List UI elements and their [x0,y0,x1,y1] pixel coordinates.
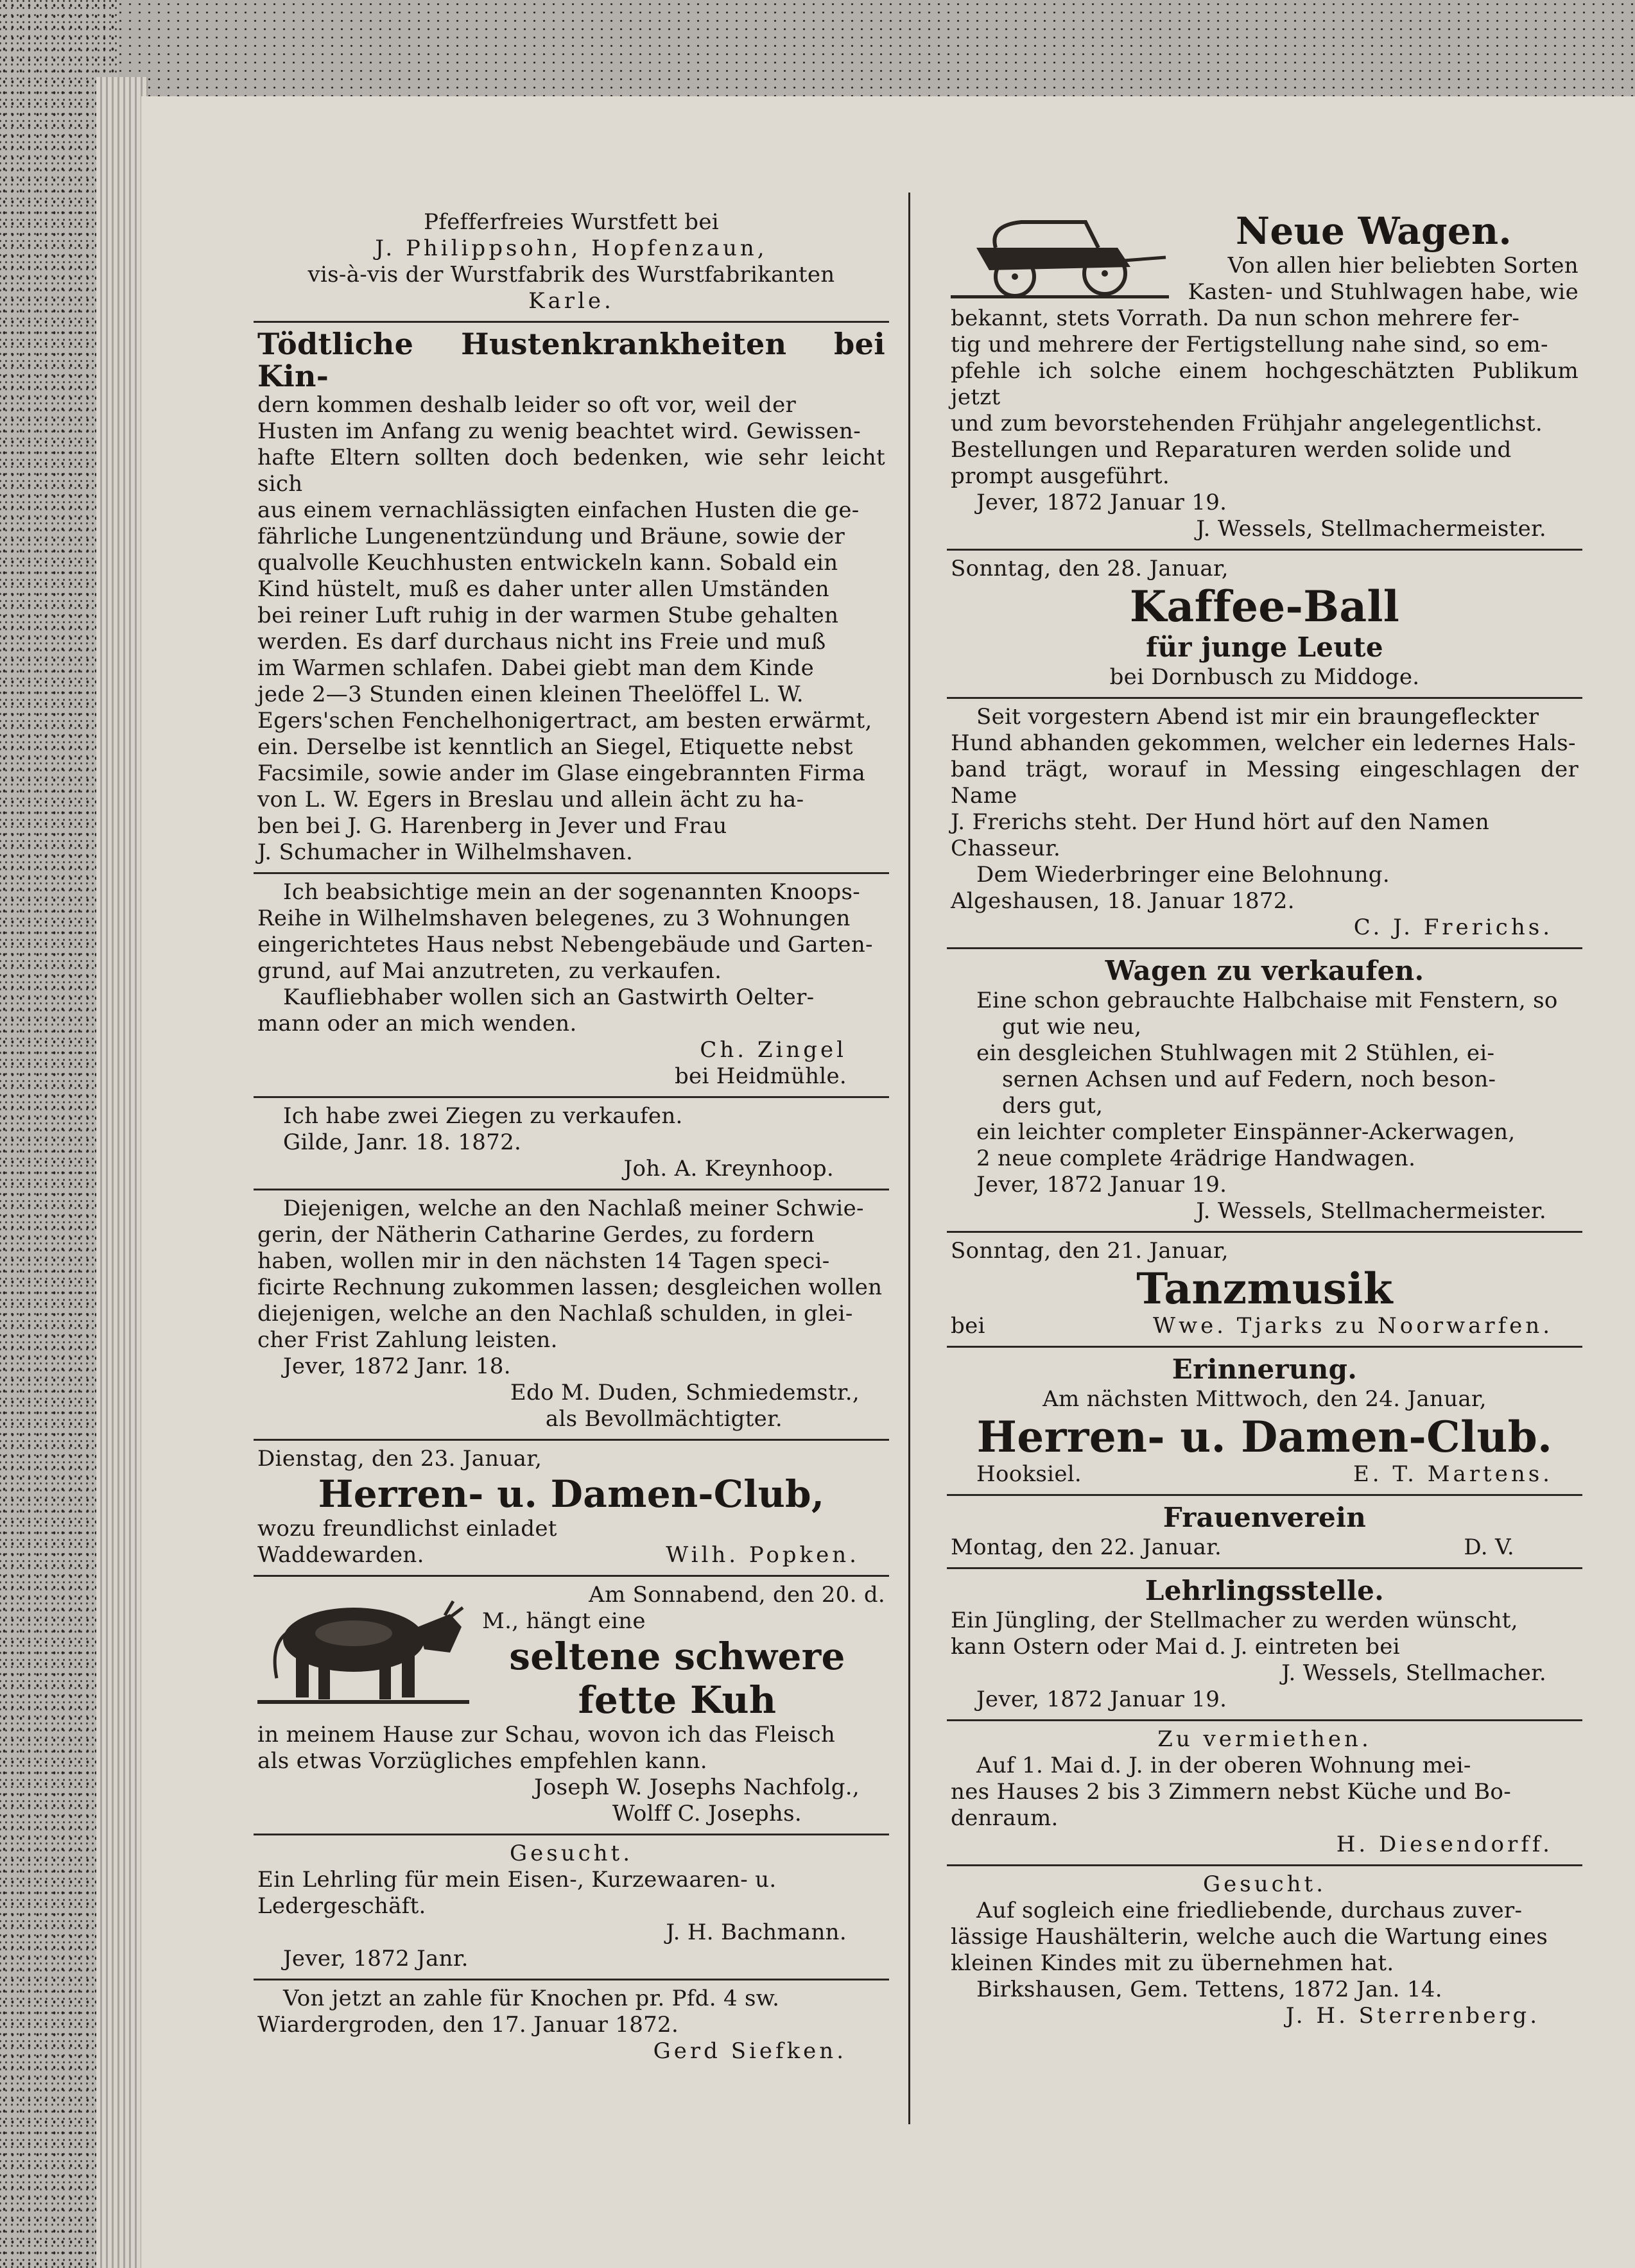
ad-tanzmusik [947,1233,1582,1348]
ad-title: Kaffee-Ball [1129,581,1400,631]
ad-line: Auf sogleich eine friedliebende, durchaus zuver- [976,1898,1523,1923]
ad-line: bei reiner Luft ruhig in der warmen Stube gehalten [257,603,839,628]
ad-signature: J. Wessels, Stellmacher. [1281,1660,1546,1686]
ad-ziegen [254,1098,889,1190]
ad-line: Auf 1. Mai d. J. in der oberen Wohnung mei- [976,1753,1471,1778]
ad-date: Jever, 1872 Januar 19. [976,1687,1227,1712]
carriage-illustration-icon [951,209,1169,299]
ad-line: ben bei J. G. Harenberg in Jever und Frau [257,813,727,839]
ad-line: im Warmen schlafen. Dabei giebt man dem Kinde [257,655,815,681]
ad-line: Hund abhanden gekommen, welcher ein ledernes Hals- [951,730,1576,756]
ad-date: Sonntag, den 28. Januar, [951,556,1229,581]
ad-line: haben, wollen mir in den nächsten 14 Tagen speci- [257,1248,830,1274]
ad-line: Diejenigen, welche an den Nachlaß meiner Schwie- [283,1196,864,1221]
ad-title: Herren- u. Damen-Club. [976,1412,1553,1462]
ad-subtitle: für junge Leute [1146,631,1383,663]
ad-footer-row [951,1461,1579,1488]
ad-title: fette Kuh [578,1678,777,1722]
ad-line: Kaufliebhaber wollen sich an Gastwirth Oelter- [283,984,815,1010]
ad-kaffee-ball [947,551,1582,699]
ad-line: Seit vorgestern Abend ist mir ein braungefleckter [976,704,1539,730]
ad-line: dern kommen deshalb leider so oft vor, weil der [257,392,797,418]
ad-signature: J. H. Sterrenberg. [1285,2003,1540,2029]
ad-signature: Gerd Siefken. [653,2038,847,2064]
ad-neue-wagen [947,204,1582,551]
cow-illustration-icon [257,1582,469,1710]
ad-line: Egers'schen Fenchelhonigertract, am besten erwärmt, [257,708,872,734]
ad-title: Erinnerung. [1172,1353,1358,1385]
ad-line: Facsimile, sowie ander im Glase eingebrannten Firma [257,760,866,786]
ad-line: Eine schon gebrauchte Halbchaise mit Fenstern, so [976,988,1558,1013]
ad-signature: E. T. Martens. [1353,1461,1553,1487]
ad-date: Am nächsten Mittwoch, den 24. Januar, [1042,1386,1487,1412]
ad-place: Hooksiel. [976,1461,1082,1487]
ad-line: 2 neue complete 4rädrige Handwagen. [976,1146,1416,1171]
ad-line: aus einem vernachlässigten einfachen Husten die ge- [257,497,860,523]
ad-line: J. Schumacher in Wilhelmshaven. [257,839,634,865]
ad-line: Husten im Anfang zu wenig beachtet wird. Gewissen- [257,418,861,444]
ad-title: Zu vermiethen. [1157,1726,1372,1752]
ad-line: prompt ausgeführt. [951,463,1170,489]
ad-haus-verkauf [254,874,889,1098]
ad-knochen [254,1980,889,2071]
wagen-header [951,209,1579,305]
ad-line: Ein Jüngling, der Stellmacher zu werden wünscht, [951,1608,1518,1633]
ad-title: Gesucht. [509,1841,634,1866]
ad-title: Lehrlingsstelle. [1145,1575,1385,1606]
ad-line: ficirte Rechnung zukommen lassen; desgleichen wollen [257,1275,883,1300]
ad-signature: Joh. A. Kreynhoop. [623,1156,834,1181]
ad-signature: J. Wessels, Stellmachermeister. [1196,516,1546,542]
page-edges [96,77,148,2268]
ad-line: ein. Derselbe ist kenntlich an Siegel, Etiquette nebst [257,734,853,760]
ad-line: ein leichter completer Einspänner-Ackerwagen, [976,1119,1516,1145]
ad-nachlass [254,1190,889,1441]
ad-line: lässige Haushälterin, welche auch die Wartung eines [951,1924,1548,1950]
ad-footer-row [951,1313,1579,1339]
ad-line: Ich beabsichtige mein an der sogenannten Knoops- [283,879,861,905]
ad-line: pfehle ich solche einem hochgeschätzten Publikum jetzt [951,358,1579,410]
ad-line: mann oder an mich wenden. [257,1011,577,1036]
ad-signature: Ch. Zingel [700,1037,847,1063]
ad-date: Sonntag, den 21. Januar, [951,1238,1229,1264]
ad-line: diejenigen, welche an den Nachlaß schulden, in glei- [257,1301,853,1327]
ad-signature: Wilh. Popken. [666,1542,860,1568]
ad-footer-row [257,1542,885,1568]
ad-line: Kasten- und Stuhlwagen habe, wie [1188,279,1579,305]
ad-line: grund, auf Mai anzutreten, zu verkaufen. [257,958,722,984]
wagen-title-area [1169,209,1579,305]
ad-line: tig und mehrere der Fertigstellung nahe sind, so em- [951,332,1548,357]
ad-line: denraum. [951,1805,1059,1831]
ad-line: Gilde, Janr. 18. 1872. [283,1130,522,1155]
ad-title: Tödtliche Hustenkrankheiten bei Kin- [257,327,885,393]
kuh-header [257,1582,885,1722]
ad-signature: Edo M. Duden, Schmiedemstr., [510,1380,860,1405]
ad-date: Dienstag, den 23. Januar, [257,1446,542,1472]
ad-title: Neue Wagen. [1236,209,1512,253]
ad-title: Gesucht. [1202,1871,1327,1897]
ad-line: Bestellungen und Reparaturen werden solide und [951,437,1512,463]
ad-frauenverein [947,1496,1582,1569]
ad-line: Von allen hier beliebten Sorten [1227,253,1579,279]
ad-line: bei [951,1313,985,1339]
ad-herren-damen-club-waddewarden [254,1441,889,1577]
ad-line: bekannt, stets Vorrath. Da nun schon mehrere fer- [951,305,1520,331]
ad-line: J. Frerichs steht. Der Hund hört auf den Namen [951,809,1490,835]
ad-gesucht-haushaelterin [947,1866,1582,2036]
ad-signature: D. V. [1464,1534,1514,1560]
ad-title: Herren- u. Damen-Club, [318,1472,825,1516]
ad-place: Waddewarden. [257,1542,424,1568]
ad-place: Wwe. Tjarks zu Noorwarfen. [1153,1313,1553,1339]
ad-line: gerin, der Nätherin Catharine Gerdes, zu fordern [257,1222,815,1248]
ad-line: qualvolle Keuchhusten entwickeln kann. Sobald ein [257,550,838,576]
ad-line: Dem Wiederbringer eine Belohnung. [976,862,1390,888]
ad-date: Jever, 1872 Janr. [283,1946,469,1972]
ad-line: gut wie neu, [1002,1014,1142,1040]
ad-line: Ich habe zwei Ziegen zu verkaufen. [283,1103,683,1129]
ad-line: Chasseur. [951,836,1061,861]
ad-line: J. Philippsohn, Hopfenzaun, [375,236,768,261]
ad-line: Kind hüstelt, muß es daher unter allen Umständen [257,576,829,602]
ad-date: Montag, den 22. Januar. [951,1534,1222,1560]
ad-line: und zum bevorstehenden Frühjahr angelegentlichst. [951,411,1543,436]
ad-signature: H. Diesendorff. [1336,1832,1553,1857]
kuh-text [469,1582,885,1722]
ad-line: Von jetzt an zahle für Knochen pr. Pfd. 4 sw. [283,1986,780,2011]
ad-line: jede 2—3 Stunden einen kleinen Theelöffel L. W. [257,682,804,707]
ad-line: M., hängt eine [482,1608,646,1634]
ad-zu-vermiethen [947,1721,1582,1866]
ad-title: seltene schwere [509,1635,845,1678]
ad-hustenkrankheiten [254,323,889,874]
ad-signature: Wolff C. Josephs. [612,1801,802,1826]
ad-line: Jever, 1872 Januar 19. [976,1172,1227,1198]
ad-line: Ledergeschäft. [257,1893,426,1919]
ad-line: Reihe in Wilhelmshaven belegenes, zu 3 Wohnungen [257,906,851,931]
ad-line: Karle. [528,288,614,314]
ad-title: Wagen zu verkaufen. [1105,955,1424,986]
ad-line: wozu freundlichst einladet [257,1516,557,1542]
ad-line: cher Frist Zahlung leisten. [257,1327,558,1353]
ad-fette-kuh [254,1577,889,1835]
right-column [947,204,1582,2036]
ad-line: in meinem Hause zur Schau, wovon ich das Fleisch [257,1722,836,1748]
ad-line: sernen Achsen und auf Federn, noch beson- [1002,1067,1496,1092]
ad-line: Pfefferfreies Wurstfett bei [424,209,719,235]
ad-line: ders gut, [1002,1093,1103,1119]
ad-signature: als Bevollmächtigter. [545,1406,783,1432]
ad-erinnerung [947,1348,1582,1496]
ad-signature: J. H. Bachmann. [666,1920,847,1945]
ad-line: band trägt, worauf in Messing eingeschlagen der Name [951,757,1579,809]
left-column [254,204,889,2071]
ad-line: kann Ostern oder Mai d. J. eintreten bei [951,1634,1400,1660]
ad-line: nes Hauses 2 bis 3 Zimmern nebst Küche und Bo- [951,1779,1511,1805]
ad-wurstfett [254,204,889,323]
ad-line: Am Sonnabend, den 20. d. [589,1582,885,1608]
ad-place: bei Dornbusch zu Middoge. [1109,664,1420,690]
ad-signature: Joseph W. Josephs Nachfolg., [533,1774,860,1800]
ad-line: werden. Es darf durchaus nicht ins Freie und muß [257,629,826,655]
ad-signature: bei Heidmühle. [674,1063,847,1089]
ad-line: von L. W. Egers in Breslau und allein ächt zu ha- [257,787,804,812]
ad-lehrlingsstelle [947,1569,1582,1721]
ad-wagen-zu-verkaufen [947,949,1582,1233]
ad-line: als etwas Vorzügliches empfehlen kann. [257,1748,707,1774]
ad-signature: C. J. Frerichs. [1353,915,1553,940]
ad-hund [947,699,1582,949]
ad-footer-row [951,1534,1579,1561]
ad-line: Jever, 1872 Janr. 18. [283,1353,511,1379]
ad-line: Algeshausen, 18. Januar 1872. [951,888,1295,914]
ad-signature: J. Wessels, Stellmachermeister. [1196,1198,1546,1224]
ad-title: Tanzmusik [1136,1264,1393,1314]
ad-line: kleinen Kindes mit zu übernehmen hat. [951,1950,1394,1976]
ad-line: eingerichtetes Haus nebst Nebengebäude und Garten- [257,932,873,958]
ad-line: Wiardergroden, den 17. Januar 1872. [257,2012,679,2038]
ad-line: ein desgleichen Stuhlwagen mit 2 Stühlen, ei- [976,1040,1495,1066]
ad-line: Jever, 1872 Januar 19. [976,490,1227,515]
ad-line: hafte Eltern sollten doch bedenken, wie sehr leicht sich [257,445,885,497]
ad-line: Ein Lehrling für mein Eisen-, Kurzewaaren- u. [257,1867,777,1893]
column-divider [908,193,910,2124]
ad-gesucht-lehrling [254,1835,889,1980]
ad-title: Frauenverein [1163,1502,1367,1533]
ad-line: Birkshausen, Gem. Tettens, 1872 Jan. 14. [976,1977,1442,2002]
ad-line: vis-à-vis der Wurstfabrik des Wurstfabrikanten [307,262,835,288]
ad-line: fährliche Lungenentzündung und Bräune, sowie der [257,524,845,549]
scan-border-top [0,0,1635,96]
